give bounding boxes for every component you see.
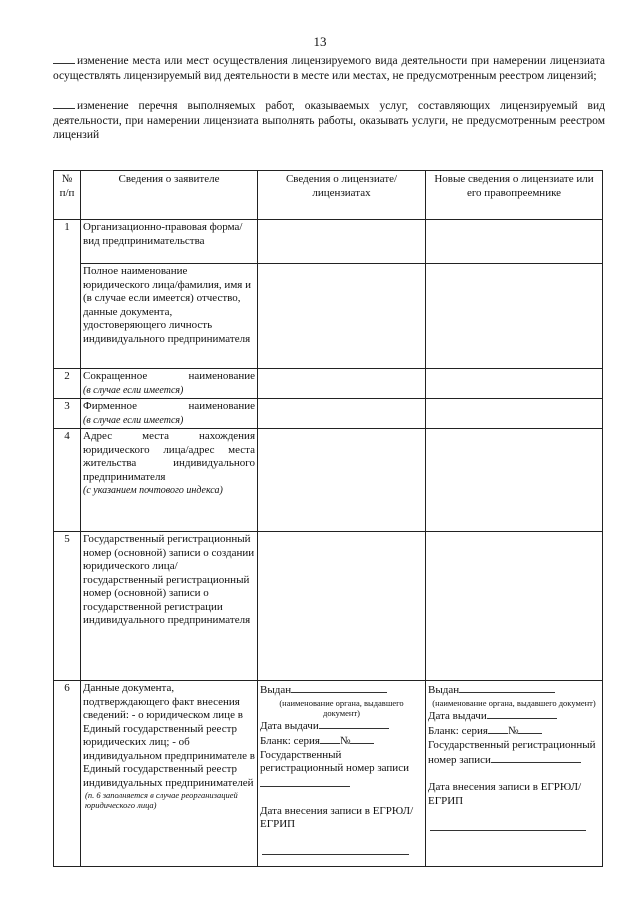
licensee-cell[interactable] [258,369,426,399]
new-info-cell[interactable] [426,399,603,429]
reg-number-label: Государственный регистрационный номер записи [428,738,596,766]
table-row [54,532,603,681]
issuer-caption: (наименование органа, выдавшего документ) [279,697,404,718]
row-number: 4 [54,429,81,532]
short-name-label: Сокращенное наименование [83,370,255,382]
date-field[interactable] [487,708,557,719]
row-label-brand-name [81,399,258,429]
brand-name-label: Фирменное наименование [83,400,255,412]
header-num: № п/п [54,171,81,220]
row-number: 3 [54,399,81,429]
issued-label: Выдан [428,684,460,696]
row-number: 5 [54,532,81,681]
registry-document-label: Данные документа, подтверждающего факт внесения сведений: - о юридическом лице в Единый государственный реестр юридических лиц; - об индивидуальном предпринимателе в Единый государственный реестр индивидуальных предпринимателей [83,682,255,789]
issuer-caption: (наименование органа, выдавшего документ) [432,697,596,708]
licensee-cell[interactable] [258,264,426,369]
row-label-legal-form: Организационно-правовая форма/вид предпринимательства [81,220,258,264]
address-label: Адрес места нахождения юридического лица/адрес места жительства индивидуального предпринимателя [83,430,255,483]
checkbox-blank[interactable] [53,98,75,109]
licensee-cell[interactable] [258,532,426,681]
table-row [54,369,603,399]
header-licensee: Сведения о лицензиате/ лицензиатах [258,171,426,220]
licensee-cell[interactable] [258,220,426,264]
series-field[interactable] [488,723,508,734]
new-info-cell[interactable] [426,429,603,532]
number-sign: № [507,725,519,737]
date-field[interactable] [319,718,389,729]
reg-number-field[interactable] [260,776,350,787]
entry-date-label: Дата внесения записи в ЕГРЮЛ/ЕГРИП [428,781,582,807]
date-label: Дата выдачи [428,709,487,722]
issued-field[interactable] [459,682,555,693]
table-row [54,399,603,429]
blank-series-label: Бланк: серия [260,735,320,747]
row-number: 2 [54,369,81,399]
issued-label: Выдан [260,684,292,696]
issued-field[interactable] [291,682,387,693]
new-issued-block [426,681,603,867]
header-new-info: Новые сведения о лицензиате или его правопреемнике [426,171,603,220]
address-note: (с указанием почтового индекса) [83,485,223,496]
intro-text-works: изменение перечня выполняемых работ, оказываемых услуг, составляющих лицензируемый вид деятельности, при намерении лицензиата выполнять работы, оказывать услуги, не предусмотренным реестром лицензий [53,100,605,142]
date-label: Дата выдачи [260,719,319,732]
new-info-cell[interactable] [426,369,603,399]
page-number: 13 [313,34,327,49]
entry-date-field[interactable] [430,822,586,831]
series-field[interactable] [320,733,340,744]
intro-paragraph-works [53,98,605,143]
row-label-short-name [81,369,258,399]
reg-number-field[interactable] [491,752,581,763]
number-sign: № [339,735,351,747]
number-field[interactable] [518,723,542,734]
row-label-full-name: Полное наименование юридического лица/фамилия, имя и (в случае если имеется) отчество, данные документа, удостоверяющего личность индивидуального предпринимателя [81,264,258,369]
short-name-note: (в случае если имеется) [83,384,184,396]
entry-date-label: Дата внесения записи в ЕГРЮЛ/ЕГРИП [260,804,414,830]
table-row [54,681,603,867]
table-header-row [54,171,603,220]
licensee-cell[interactable] [258,399,426,429]
licensee-cell[interactable] [258,429,426,532]
table-row [54,220,603,264]
intro-paragraph-location [53,53,605,83]
entry-date-field[interactable] [262,846,409,855]
table-row [54,264,603,369]
row-label-registry-document [81,681,258,867]
blank-series-label: Бланк: серия [428,725,488,737]
brand-name-note: (в случае если имеется) [83,414,184,426]
new-info-cell[interactable] [426,532,603,681]
new-info-cell[interactable] [426,220,603,264]
table-row [54,429,603,532]
registry-document-note: (п. 6 заполняется в случае реорганизацией юридического лица) [85,790,238,810]
header-applicant: Сведения о заявителе [81,171,258,220]
row-label-address [81,429,258,532]
row-label-registration-number: Государственный регистрационный номер (основной) записи о создании юридического лица/ государственный регистрационный номер (основной) записи о государственной регистрации индивидуального предпринимателя [81,532,258,681]
intro-text-location: изменение места или мест осуществления лицензируемого вида деятельности при намерении лицензиата осуществлять лицензируемый вид деятельности в месте или местах, не предусмотренным реестром лицензий; [53,55,605,82]
row-number: 6 [54,681,81,867]
licensee-issued-block [258,681,426,867]
row-number: 1 [54,220,81,369]
licensee-data-table [53,170,603,867]
checkbox-blank[interactable] [53,53,75,64]
number-field[interactable] [350,733,374,744]
reg-number-label: Государственный регистрационный номер записи [260,748,409,774]
new-info-cell[interactable] [426,264,603,369]
